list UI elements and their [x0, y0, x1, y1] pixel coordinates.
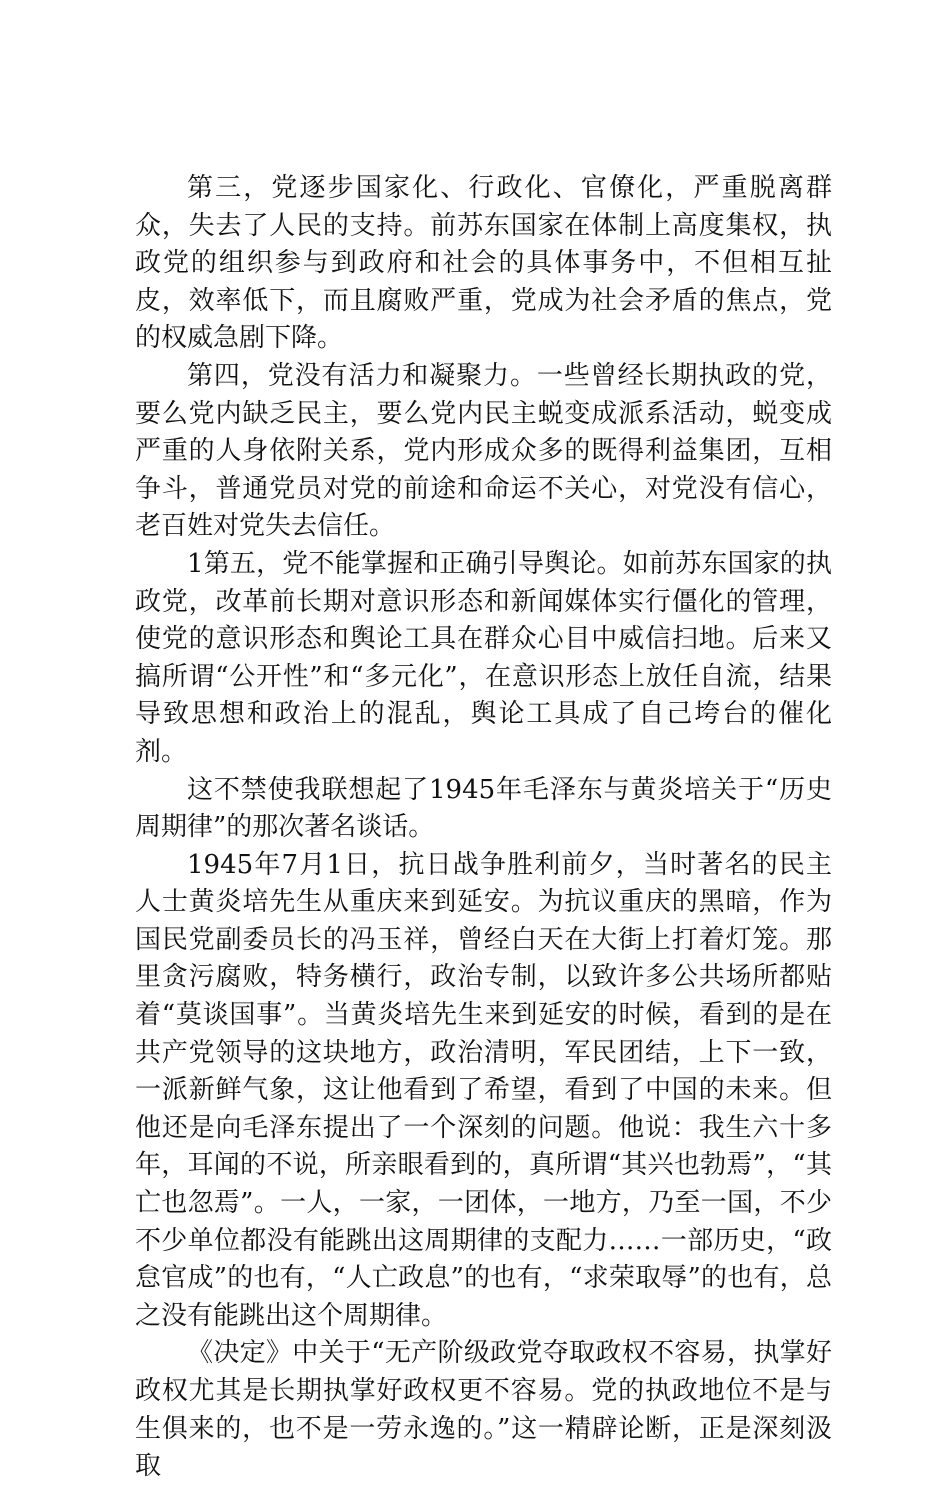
paragraph-point-five: 1第五，党不能掌握和正确引导舆论。如前苏东国家的执政党，改革前长期对意识形态和新闻媒体实行僵化的管理，使党的意识形态和舆论工具在群众心目中威信扫地。后来又搞所谓“公开性”和“多元化”，在意识形态上放任自流，结果导致思想和政治上的混乱，舆论工具成了自己垮台的催化剂。 [135, 548, 832, 767]
paragraph-huang-yanpei-visit: 1945年7月1日，抗日战争胜利前夕，当时著名的民主人士黄炎培先生从重庆来到延安。为抗议重庆的黑暗，作为国民党副委员长的冯玉祥，曾经白天在大街上打着灯笼。那里贪污腐败，特务横行，政治专制，以致许多公共场所都贴着“莫谈国事”。当黄炎培先生来到延安的时候，看到的是在共产党领导的这块地方，政治清明，军民团结，上下一致，一派新鲜气象，这让他看到了希望，看到了中国的未来。但他还是向毛泽东提出了一个深刻的问题。他说：我生六十多年，耳闻的不说，所亲眼看到的，真所谓“其兴也勃焉”，“其亡也忽焉”。一人，一家，一团体，一地方，乃至一国，不少不少单位都没有能跳出这周期律的支配力……一部历史，“政怠官成”的也有，“人亡政息”的也有，“求荣取辱”的也有，总之没有能跳出这个周期律。 [135, 849, 832, 1331]
paragraph-historical-cycle-intro: 这不禁使我联想起了1945年毛泽东与黄炎培关于“历史周期律”的那次著名谈话。 [135, 774, 832, 843]
paragraph-decision-quote: 《决定》中关于“无产阶级政党夺取政权不容易，执掌好政权尤其是长期执掌好政权更不容易。党的执政地位不是与生俱来的，也不是一劳永逸的。”这一精辟论断，正是深刻汲取 [135, 1338, 832, 1482]
document-body [135, 170, 832, 1486]
paragraph-point-four: 第四，党没有活力和凝聚力。一些曾经长期执政的党，要么党内缺乏民主，要么党内民主蜕变成派系活动，蜕变成严重的人身依附关系，党内形成众多的既得利益集团，互相争斗，普通党员对党的前途和命运不关心，对党没有信心，老百姓对党失去信任。 [135, 360, 832, 542]
paragraph-point-three: 第三，党逐步国家化、行政化、官僚化，严重脱离群众，失去了人民的支持。前苏东国家在体制上高度集权，执政党的组织参与到政府和社会的具体事务中，不但相互扯皮，效率低下，而且腐败严重，党成为社会矛盾的焦点，党的权威急剧下降。 [135, 173, 832, 354]
